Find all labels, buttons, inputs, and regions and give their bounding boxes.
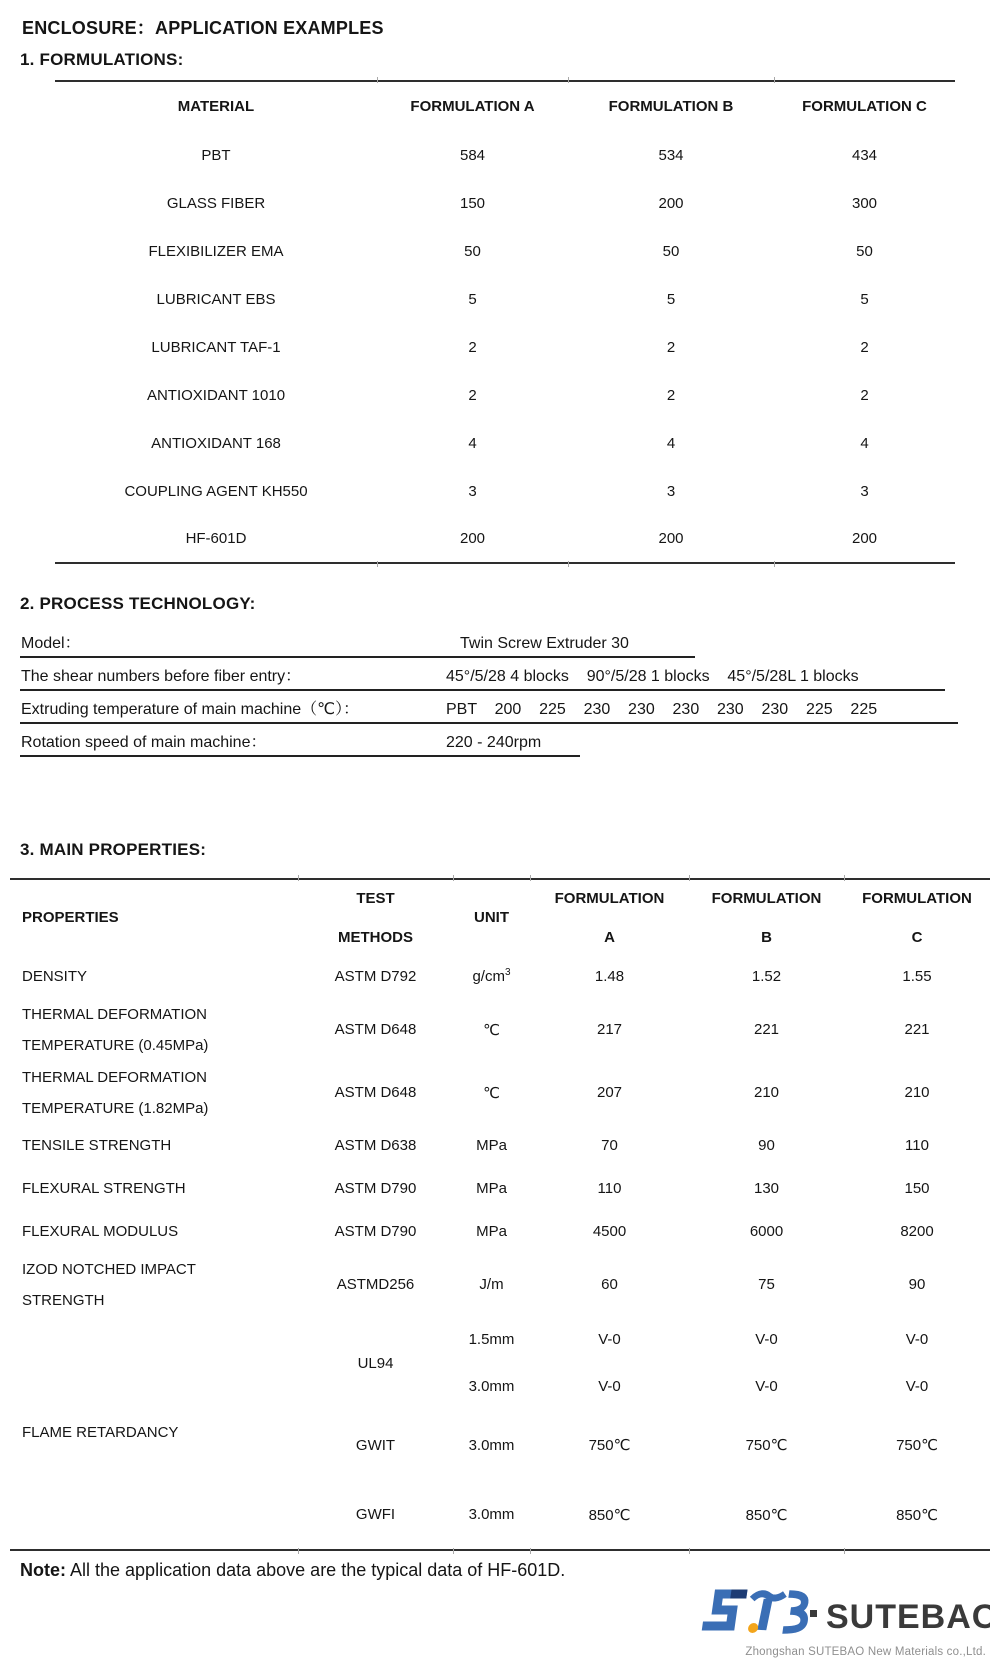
material-cell: ANTIOXIDANT 1010 xyxy=(146,386,286,404)
row-value: Twin Screw Extruder 30 xyxy=(460,635,629,652)
page-title: ENCLOSURE：APPLICATION EXAMPLES xyxy=(22,18,384,38)
unit-cell: MPa xyxy=(476,1223,507,1240)
property-cell: THERMAL DEFORMATION TEMPERATURE (1.82MPa) xyxy=(22,1068,209,1117)
property-cell: IZOD NOTCHED IMPACT STRENGTH xyxy=(22,1260,196,1309)
column-header-formulation-b: FORMULATION B xyxy=(608,98,734,115)
value-cell: 4 xyxy=(860,434,869,452)
method-cell: GWIT xyxy=(355,1436,396,1454)
value-cell: 4 xyxy=(468,434,477,452)
row-label: Extruding temperature of main machine（℃）： xyxy=(21,701,360,718)
brand-subtext: Zhongshan SUTEBAO New Materials co.,Ltd. xyxy=(745,1646,986,1658)
value-cell: 5 xyxy=(666,290,676,308)
table-row xyxy=(55,371,955,419)
value-cell: 60 xyxy=(601,1276,618,1293)
method-cell: ASTM D790 xyxy=(334,1223,417,1240)
value-cell: 2 xyxy=(666,338,676,356)
row-label: Model： xyxy=(21,635,81,652)
value-cell: V-0 xyxy=(598,1331,621,1348)
table-row-izod xyxy=(10,1253,990,1316)
value-cell: 750℃ xyxy=(588,1437,631,1454)
value-cell: 207 xyxy=(596,1084,623,1101)
value-cell: 70 xyxy=(601,1137,618,1154)
process-row-shear xyxy=(20,661,945,691)
value-cell: V-0 xyxy=(598,1378,621,1395)
value-cell: 584 xyxy=(459,146,486,164)
properties-table xyxy=(10,878,990,1551)
table-row xyxy=(55,275,955,323)
value-cell: 6000 xyxy=(749,1223,784,1240)
value-cell: 8200 xyxy=(900,1223,934,1240)
material-cell: LUBRICANT TAF-1 xyxy=(151,338,281,356)
separator-dot xyxy=(810,1610,817,1617)
unit-cell: 3.0mm xyxy=(468,1378,515,1395)
tick-mark xyxy=(689,875,690,881)
value-cell: 3 xyxy=(666,482,676,500)
stb-mark-icon xyxy=(688,1586,990,1640)
value-cell: 75 xyxy=(758,1276,775,1293)
unit-cell: MPa xyxy=(476,1180,507,1197)
material-cell: ANTIOXIDANT 168 xyxy=(151,434,281,452)
value-cell: V-0 xyxy=(755,1331,778,1348)
column-header-test-methods: TEST METHODS xyxy=(338,889,413,946)
row-value: PBT 200 225 230 230 230 230 230 225 225 xyxy=(446,701,878,718)
row-label: The shear numbers before fiber entry： xyxy=(21,668,302,685)
note-label: Note: xyxy=(20,1560,66,1580)
material-cell: PBT xyxy=(201,146,231,164)
table-header-row xyxy=(10,879,990,955)
column-header-material: MATERIAL xyxy=(177,98,255,115)
value-cell: 210 xyxy=(904,1084,930,1101)
value-cell: 221 xyxy=(904,1021,930,1038)
tick-mark xyxy=(453,1548,454,1554)
value-cell: 4500 xyxy=(592,1223,627,1240)
value-cell: 210 xyxy=(753,1084,780,1101)
row-value: 45°/5/28 4 blocks 90°/5/28 1 blocks 45°/5/28L 1 blocks xyxy=(446,668,859,685)
column-header-unit: UNIT xyxy=(474,909,509,926)
value-cell: 150 xyxy=(904,1180,930,1197)
unit-cell: J/m xyxy=(479,1276,504,1293)
tick-mark xyxy=(298,875,299,881)
value-cell: 5 xyxy=(860,290,869,308)
unit-cell: ℃ xyxy=(483,1084,500,1102)
value-cell: 150 xyxy=(459,194,486,212)
value-cell: 130 xyxy=(753,1180,780,1197)
tick-mark xyxy=(774,561,775,567)
unit-cell: 3.0mm xyxy=(468,1436,515,1454)
value-cell: 2 xyxy=(860,338,869,356)
tick-mark xyxy=(689,1548,690,1554)
value-cell: 3 xyxy=(860,482,869,500)
tick-mark xyxy=(568,561,569,567)
value-cell: 50 xyxy=(662,242,680,260)
section-heading-formulations: 1. FORMULATIONS: xyxy=(20,50,184,69)
note xyxy=(20,1560,565,1581)
tick-mark xyxy=(377,561,378,567)
table-row xyxy=(55,515,955,563)
method-cell: ASTM D648 xyxy=(334,1084,417,1101)
table-row-thermal-182 xyxy=(10,1061,990,1124)
row-label: Rotation speed of main machine： xyxy=(21,734,267,751)
value-cell: 50 xyxy=(856,242,873,260)
brand-text: SUTEBAO xyxy=(826,1598,990,1636)
table-row xyxy=(55,467,955,515)
material-cell: GLASS FIBER xyxy=(166,194,266,212)
method-cell: ASTM D792 xyxy=(334,968,417,985)
table-row-flexural-strength xyxy=(10,1167,990,1210)
value-cell: 2 xyxy=(468,386,477,404)
method-cell: ASTM D648 xyxy=(334,1021,417,1038)
table-row xyxy=(55,419,955,467)
value-cell: 221 xyxy=(753,1021,780,1038)
table-row xyxy=(55,179,955,227)
column-header-formulation-c: FORMULATION C xyxy=(862,889,972,946)
process-row-model xyxy=(20,628,695,658)
value-cell: 90 xyxy=(758,1137,775,1154)
value-cell: 750℃ xyxy=(745,1437,788,1454)
tick-mark xyxy=(844,1548,845,1554)
value-cell: V-0 xyxy=(905,1378,929,1395)
method-cell: ASTM D638 xyxy=(334,1137,417,1154)
table-row-density xyxy=(10,955,990,998)
material-cell: FLEXIBILIZER EMA xyxy=(148,242,284,260)
note-text: All the application data above are the typical data of HF-601D. xyxy=(66,1560,566,1580)
tick-mark xyxy=(774,77,775,83)
value-cell: 2 xyxy=(860,386,869,404)
table-row xyxy=(55,323,955,371)
method-cell: ASTM D790 xyxy=(334,1180,417,1197)
value-cell: 110 xyxy=(597,1180,622,1197)
process-row-temperature xyxy=(20,694,958,724)
section-heading-properties: 3. MAIN PROPERTIES: xyxy=(20,840,207,859)
material-cell: HF-601D xyxy=(185,530,247,547)
value-cell: 50 xyxy=(464,242,481,260)
tick-mark xyxy=(844,875,845,881)
value-cell: 90 xyxy=(908,1276,926,1293)
unit-cell: $g/cm^3$ xyxy=(472,967,511,985)
process-row-rotation xyxy=(20,727,580,757)
value-cell: 110 xyxy=(905,1137,929,1154)
column-header-formulation-a: FORMULATION A xyxy=(554,889,665,946)
unit-cell: 3.0mm xyxy=(468,1506,515,1523)
table-row-tensile xyxy=(10,1124,990,1167)
unit-cell: MPa xyxy=(476,1137,507,1154)
value-cell: 200 xyxy=(658,194,684,212)
property-cell-flame-retardancy: FLAME RETARDANCY xyxy=(22,1424,179,1441)
value-cell: 217 xyxy=(596,1021,623,1038)
value-cell: 5 xyxy=(468,290,477,308)
material-cell: COUPLING AGENT KH550 xyxy=(124,482,308,500)
tick-mark xyxy=(298,1548,299,1554)
property-cell: FLEXURAL STRENGTH xyxy=(22,1180,186,1197)
formulations-table xyxy=(55,80,955,564)
column-header-formulation-a: FORMULATION A xyxy=(410,98,535,115)
value-cell: 1.55 xyxy=(902,968,932,985)
property-cell: TENSILE STRENGTH xyxy=(22,1137,172,1154)
column-header-formulation-c: FORMULATION C xyxy=(802,98,927,115)
value-cell: 1.52 xyxy=(751,968,782,985)
value-cell: 750℃ xyxy=(896,1437,938,1454)
value-cell: 850℃ xyxy=(896,1506,938,1524)
tick-mark xyxy=(568,77,569,83)
value-cell: V-0 xyxy=(755,1378,778,1395)
tick-mark xyxy=(530,1548,531,1554)
value-cell: 850℃ xyxy=(745,1506,788,1524)
value-cell: 2 xyxy=(468,338,477,356)
material-cell: LUBRICANT EBS xyxy=(156,290,276,308)
method-cell: GWFI xyxy=(355,1506,396,1523)
value-cell: 300 xyxy=(851,194,878,212)
column-header-properties: PROPERTIES xyxy=(22,909,119,926)
value-cell: 1.48 xyxy=(594,968,625,985)
tick-mark xyxy=(377,77,378,83)
value-cell: V-0 xyxy=(905,1331,929,1348)
tick-mark xyxy=(530,875,531,881)
property-cell: THERMAL DEFORMATION TEMPERATURE (0.45MPa) xyxy=(22,1005,209,1054)
logo-orange-dot xyxy=(747,1623,758,1633)
table-header-row xyxy=(55,81,955,131)
table-row xyxy=(55,227,955,275)
value-cell: 434 xyxy=(851,146,878,164)
value-cell: 200 xyxy=(851,530,878,547)
sutebao-logo xyxy=(688,1586,990,1658)
property-cell: FLEXURAL MODULUS xyxy=(22,1223,179,1240)
table-row-thermal-045 xyxy=(10,998,990,1061)
value-cell: 4 xyxy=(666,434,676,452)
table-row xyxy=(55,131,955,179)
column-header-formulation-b: FORMULATION B xyxy=(711,889,822,946)
value-cell: 3 xyxy=(468,482,477,500)
property-cell: DENSITY xyxy=(22,968,88,985)
value-cell: 200 xyxy=(658,530,684,547)
method-cell-ul94: UL94 xyxy=(357,1354,394,1372)
value-cell: 850℃ xyxy=(588,1506,631,1524)
unit-cell: 1.5mm xyxy=(468,1331,515,1348)
tick-mark xyxy=(453,875,454,881)
table-row-flexural-modulus xyxy=(10,1210,990,1253)
method-cell: ASTMD256 xyxy=(336,1276,415,1293)
value-cell: 2 xyxy=(666,386,676,404)
value-cell: 200 xyxy=(459,530,486,547)
value-cell: 534 xyxy=(658,146,684,164)
table-row-ul94-15mm xyxy=(10,1316,990,1363)
unit-cell: ℃ xyxy=(483,1021,500,1039)
section-heading-process: 2. PROCESS TECHNOLOGY: xyxy=(20,594,256,613)
row-value: 220 - 240rpm xyxy=(446,734,542,751)
